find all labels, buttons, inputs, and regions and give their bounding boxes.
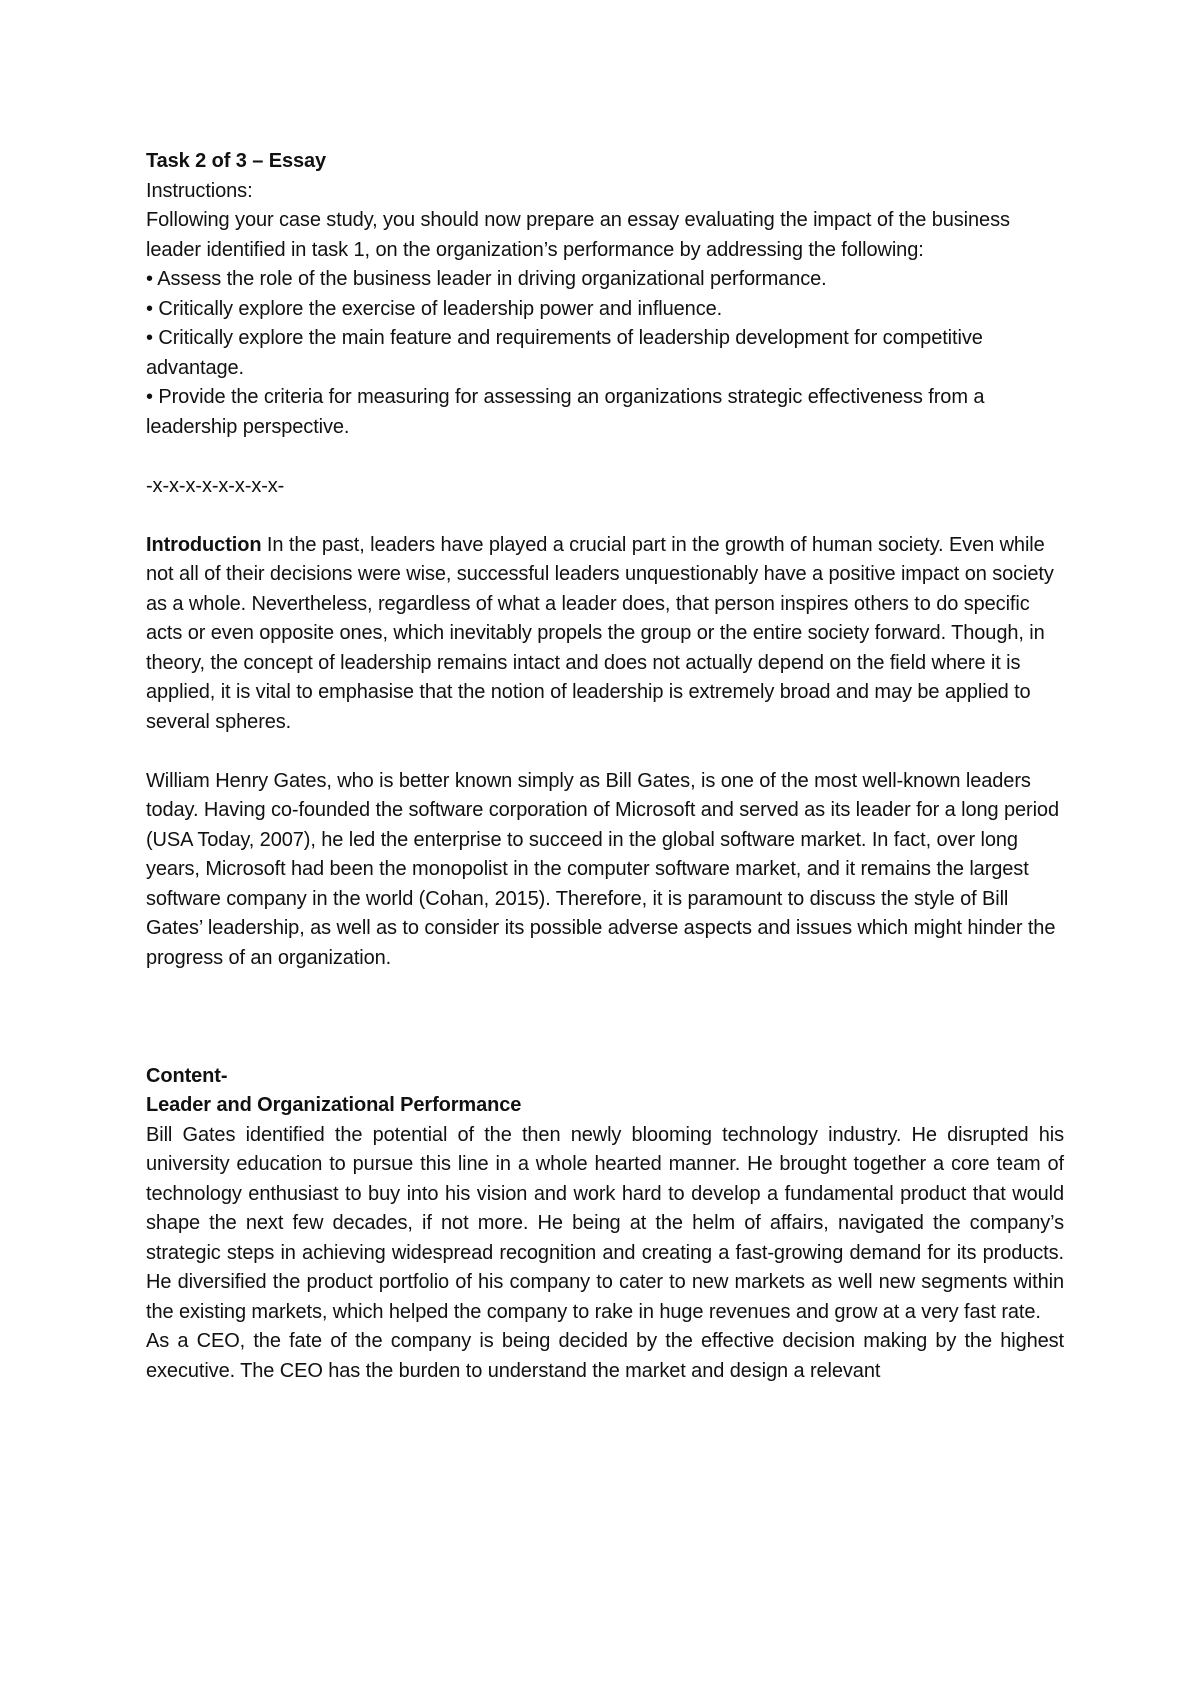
instructions-text: Following your case study, you should now prepare an essay evaluating the impact of the business leader identified in task 1, on the organization’s performance by addressing the following: xyxy=(146,209,1010,261)
introduction-text-1: In the past, leaders have played a crucial part in the growth of human society. Even while not all of their decisions were wise, successful leaders unquestionably have a positive impact on society as a whole. Nevertheless, regardless of what a leader does, that person inspires others to do specific acts or even opposite ones, which inevitably propels the group or the entire society forward. Though, in theory, the concept of leadership remains intact and does not actually depend on the field where it is applied, it is vital to emphasise that the notion of leadership is extremely broad and may be applied to several spheres. xyxy=(146,533,1054,733)
bullet-icon: • xyxy=(146,297,153,320)
spacer xyxy=(146,973,1064,1032)
content-paragraph-2: As a CEO, the fate of the company is being decided by the effective decision making by the highest executive. The CEO has the burden to understand the market and design a relevant xyxy=(146,1330,1064,1382)
bullet-item xyxy=(146,295,1064,325)
instructions-label: Instructions: xyxy=(146,179,253,202)
introduction-paragraph-2: William Henry Gates, who is better known simply as Bill Gates, is one of the most well-known leaders today. Having co-founded the software corporation of Microsoft and served as its leader for a long period (USA Today, 2007), he led the enterprise to succeed in the global software market. In fact, over long years, Microsoft had been the monopolist in the computer software market, and it remains the largest software company in the world (Cohan, 2015). Therefore, it is paramount to discuss the style of Bill Gates’ leadership, as well as to consider its possible adverse aspects and issues which might hinder the progress of an organization. xyxy=(146,769,1059,969)
document-body xyxy=(146,147,1064,1386)
introduction-paragraph-1 xyxy=(146,531,1064,738)
bullet-text: Critically explore the main feature and requirements of leadership development for competitive advantage. xyxy=(146,327,983,379)
instructions-bullet-list xyxy=(146,265,1064,442)
section-separator: -x-x-x-x-x-x-x-x- xyxy=(146,474,285,497)
task-title: Task 2 of 3 – Essay xyxy=(146,150,327,172)
bullet-item xyxy=(146,324,1064,383)
content-paragraph-1: Bill Gates identified the potential of the then newly blooming technology industry. He disrupted his university education to pursue this line in a whole hearted manner. He brought together a core team of technology enthusiast to buy into his vision and work hard to develop a fundamental product that would shape the next few decades, if not more. He being at the helm of affairs, navigated the company’s strategic steps in achieving widespread recognition and creating a fast-growing demand for its products. He diversified the product portfolio of his company to cater to new markets as well new segments within the existing markets, which helped the company to rake in huge revenues and grow at a very fast rate. xyxy=(146,1123,1064,1323)
content-heading: Content- xyxy=(146,1064,228,1087)
bullet-item xyxy=(146,383,1064,442)
bullet-item xyxy=(146,265,1064,295)
spacer xyxy=(146,1032,1064,1062)
bullet-icon: • xyxy=(146,327,153,349)
bullet-text: Provide the criteria for measuring for assessing an organizations strategic effectiveness from a leadership perspective. xyxy=(146,386,985,438)
content-subheading: Leader and Organizational Performance xyxy=(146,1094,522,1116)
bullet-icon: • xyxy=(146,386,153,408)
bullet-text: Critically explore the exercise of leadership power and influence. xyxy=(158,297,723,320)
bullet-text: Assess the role of the business leader in driving organizational performance. xyxy=(157,268,827,290)
bullet-icon: • xyxy=(146,268,153,290)
spacer xyxy=(146,737,1064,767)
introduction-heading: Introduction xyxy=(146,533,262,556)
